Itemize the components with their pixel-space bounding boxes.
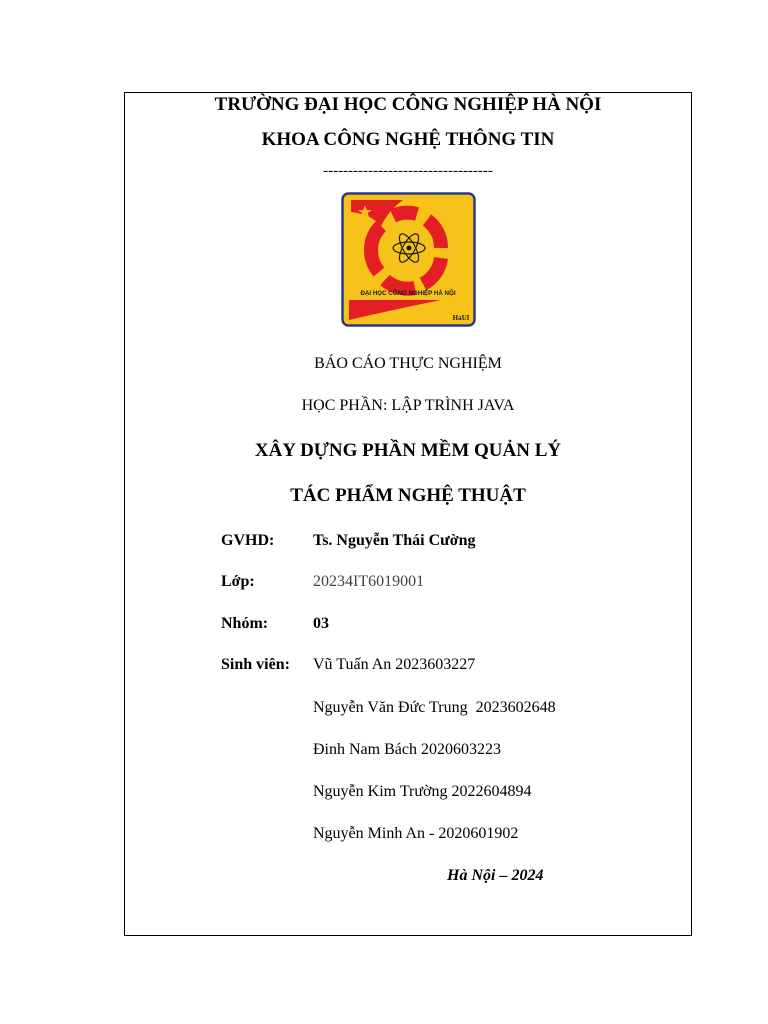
place-and-year: Hà Nội – 2024 bbox=[447, 867, 544, 884]
course-name: HỌC PHẦN: LẬP TRÌNH JAVA bbox=[301, 397, 515, 414]
university-logo-icon bbox=[341, 192, 476, 327]
report-title-line-1: XÂY DỰNG PHẦN MỀM QUẢN LÝ bbox=[254, 440, 562, 461]
advisor-label: GVHD: bbox=[221, 532, 275, 549]
class-value: 20234IT6019001 bbox=[313, 573, 425, 590]
student-item: Đinh Nam Bách 2020603223 bbox=[313, 741, 501, 758]
advisor-value: Ts. Nguyễn Thái Cường bbox=[313, 532, 476, 549]
group-value: 03 bbox=[313, 615, 329, 632]
group-label: Nhóm: bbox=[221, 615, 269, 632]
school-name: TRƯỜNG ĐẠI HỌC CÔNG NGHIỆP HÀ NỘI bbox=[214, 94, 602, 115]
logo-mark: HaUI bbox=[452, 314, 470, 322]
header-divider: ---------------------------------- bbox=[323, 163, 493, 179]
student-item: Nguyễn Minh An - 2020601902 bbox=[313, 825, 519, 842]
class-label: Lớp: bbox=[221, 573, 255, 590]
student-item: Nguyễn Kim Trường 2022604894 bbox=[313, 783, 532, 800]
report-type: BÁO CÁO THỰC NGHIỆM bbox=[314, 355, 502, 372]
report-title-line-2: TÁC PHẨM NGHỆ THUẬT bbox=[290, 485, 526, 506]
faculty-name: KHOA CÔNG NGHỆ THÔNG TIN bbox=[261, 129, 555, 150]
student-item: Nguyễn Văn Đức Trung 2023602648 bbox=[313, 699, 556, 716]
students-label: Sinh viên: bbox=[221, 656, 290, 673]
student-item: Vũ Tuấn An 2023603227 bbox=[313, 656, 476, 673]
logo-caption: ĐẠI HỌC CÔNG NGHIỆP HÀ NỘI bbox=[360, 290, 456, 297]
